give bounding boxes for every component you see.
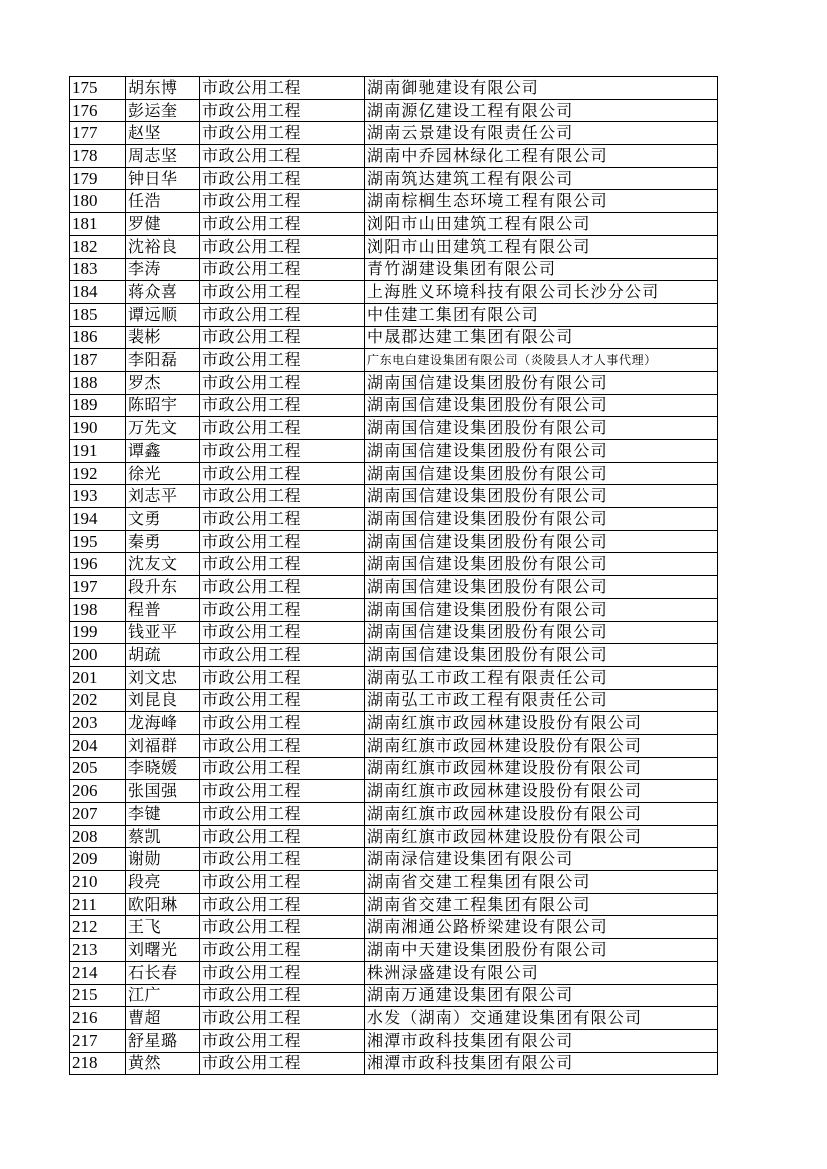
person-name-cell: 钟日华	[126, 167, 200, 190]
company-name-cell: 湖南筑达建筑工程有限公司	[365, 167, 718, 190]
company-name-cell: 湖南中天建设集团股份有限公司	[365, 939, 718, 962]
row-number-cell: 175	[70, 77, 126, 100]
specialty-cell: 市政公用工程	[200, 871, 365, 894]
company-name-cell: 中晟郡达建工集团有限公司	[365, 326, 718, 349]
company-name-cell: 浏阳市山田建筑工程有限公司	[365, 235, 718, 258]
specialty-cell: 市政公用工程	[200, 417, 365, 440]
table-row	[70, 213, 718, 236]
table-row	[70, 1052, 718, 1075]
company-name-cell: 湖南国信建设集团股份有限公司	[365, 553, 718, 576]
row-number-cell: 195	[70, 530, 126, 553]
specialty-cell: 市政公用工程	[200, 77, 365, 100]
person-name-cell: 刘福群	[126, 734, 200, 757]
company-name-cell: 湖南红旗市政园林建设股份有限公司	[365, 757, 718, 780]
company-name-cell: 株洲渌盛建设有限公司	[365, 961, 718, 984]
table-row	[70, 712, 718, 735]
row-number-cell: 191	[70, 440, 126, 463]
specialty-cell: 市政公用工程	[200, 167, 365, 190]
row-number-cell: 182	[70, 235, 126, 258]
row-number-cell: 178	[70, 145, 126, 168]
person-name-cell: 万先文	[126, 417, 200, 440]
specialty-cell: 市政公用工程	[200, 598, 365, 621]
specialty-cell: 市政公用工程	[200, 326, 365, 349]
table-row	[70, 621, 718, 644]
company-name-cell: 上海胜义环境科技有限公司长沙分公司	[365, 281, 718, 304]
specialty-cell: 市政公用工程	[200, 916, 365, 939]
table-row	[70, 848, 718, 871]
specialty-cell: 市政公用工程	[200, 303, 365, 326]
row-number-cell: 206	[70, 780, 126, 803]
person-name-cell: 蒋众喜	[126, 281, 200, 304]
specialty-cell: 市政公用工程	[200, 462, 365, 485]
roster-body	[70, 77, 718, 1075]
table-row	[70, 689, 718, 712]
specialty-cell: 市政公用工程	[200, 576, 365, 599]
row-number-cell: 202	[70, 689, 126, 712]
company-name-cell: 湖南红旗市政园林建设股份有限公司	[365, 780, 718, 803]
row-number-cell: 177	[70, 122, 126, 145]
table-row	[70, 77, 718, 100]
company-name-cell: 湖南省交建工程集团有限公司	[365, 893, 718, 916]
specialty-cell: 市政公用工程	[200, 780, 365, 803]
company-name-cell: 湖南国信建设集团股份有限公司	[365, 576, 718, 599]
table-row	[70, 349, 718, 372]
table-row	[70, 371, 718, 394]
company-name-cell: 湖南红旗市政园林建设股份有限公司	[365, 803, 718, 826]
company-name-cell: 湖南云景建设有限责任公司	[365, 122, 718, 145]
company-name-cell: 湖南万通建设集团有限公司	[365, 984, 718, 1007]
specialty-cell: 市政公用工程	[200, 825, 365, 848]
table-row	[70, 394, 718, 417]
specialty-cell: 市政公用工程	[200, 371, 365, 394]
table-row	[70, 145, 718, 168]
company-name-cell: 湖南国信建设集团股份有限公司	[365, 394, 718, 417]
person-name-cell: 江广	[126, 984, 200, 1007]
table-row	[70, 1029, 718, 1052]
table-row	[70, 99, 718, 122]
specialty-cell: 市政公用工程	[200, 757, 365, 780]
row-number-cell: 207	[70, 803, 126, 826]
person-name-cell: 陈昭宇	[126, 394, 200, 417]
table-row	[70, 961, 718, 984]
row-number-cell: 189	[70, 394, 126, 417]
person-name-cell: 胡东博	[126, 77, 200, 100]
row-number-cell: 208	[70, 825, 126, 848]
person-name-cell: 罗健	[126, 213, 200, 236]
specialty-cell: 市政公用工程	[200, 734, 365, 757]
table-row	[70, 122, 718, 145]
specialty-cell: 市政公用工程	[200, 281, 365, 304]
row-number-cell: 204	[70, 734, 126, 757]
specialty-cell: 市政公用工程	[200, 1052, 365, 1075]
row-number-cell: 197	[70, 576, 126, 599]
person-name-cell: 曹超	[126, 1007, 200, 1030]
person-name-cell: 谭鑫	[126, 440, 200, 463]
specialty-cell: 市政公用工程	[200, 666, 365, 689]
specialty-cell: 市政公用工程	[200, 530, 365, 553]
row-number-cell: 218	[70, 1052, 126, 1075]
table-row	[70, 734, 718, 757]
table-row	[70, 553, 718, 576]
specialty-cell: 市政公用工程	[200, 644, 365, 667]
row-number-cell: 181	[70, 213, 126, 236]
person-name-cell: 彭运奎	[126, 99, 200, 122]
table-row	[70, 167, 718, 190]
company-name-cell: 湖南国信建设集团股份有限公司	[365, 621, 718, 644]
company-name-cell: 湖南御驰建设有限公司	[365, 77, 718, 100]
company-name-cell: 湖南国信建设集团股份有限公司	[365, 440, 718, 463]
person-name-cell: 李晓媛	[126, 757, 200, 780]
person-name-cell: 胡疏	[126, 644, 200, 667]
person-name-cell: 周志坚	[126, 145, 200, 168]
specialty-cell: 市政公用工程	[200, 440, 365, 463]
row-number-cell: 192	[70, 462, 126, 485]
person-name-cell: 刘文忠	[126, 666, 200, 689]
row-number-cell: 187	[70, 349, 126, 372]
person-name-cell: 赵坚	[126, 122, 200, 145]
specialty-cell: 市政公用工程	[200, 485, 365, 508]
company-name-cell: 湖南国信建设集团股份有限公司	[365, 417, 718, 440]
person-name-cell: 李阳磊	[126, 349, 200, 372]
row-number-cell: 194	[70, 508, 126, 531]
company-name-cell: 湖南国信建设集团股份有限公司	[365, 371, 718, 394]
table-row	[70, 598, 718, 621]
row-number-cell: 179	[70, 167, 126, 190]
table-row	[70, 757, 718, 780]
row-number-cell: 217	[70, 1029, 126, 1052]
table-row	[70, 235, 718, 258]
table-row	[70, 780, 718, 803]
row-number-cell: 209	[70, 848, 126, 871]
person-name-cell: 沈友文	[126, 553, 200, 576]
company-name-cell: 湖南湘通公路桥梁建设有限公司	[365, 916, 718, 939]
row-number-cell: 190	[70, 417, 126, 440]
person-name-cell: 沈裕良	[126, 235, 200, 258]
row-number-cell: 214	[70, 961, 126, 984]
specialty-cell: 市政公用工程	[200, 1029, 365, 1052]
person-name-cell: 谭远顺	[126, 303, 200, 326]
specialty-cell: 市政公用工程	[200, 235, 365, 258]
company-name-cell: 湖南红旗市政园林建设股份有限公司	[365, 734, 718, 757]
specialty-cell: 市政公用工程	[200, 803, 365, 826]
row-number-cell: 185	[70, 303, 126, 326]
company-name-cell: 青竹湖建设集团有限公司	[365, 258, 718, 281]
row-number-cell: 210	[70, 871, 126, 894]
person-name-cell: 段升东	[126, 576, 200, 599]
company-name-cell: 广东电白建设集团有限公司（炎陵县人才人事代理）	[365, 349, 718, 372]
company-name-cell: 湖南国信建设集团股份有限公司	[365, 462, 718, 485]
row-number-cell: 196	[70, 553, 126, 576]
specialty-cell: 市政公用工程	[200, 553, 365, 576]
row-number-cell: 201	[70, 666, 126, 689]
specialty-cell: 市政公用工程	[200, 190, 365, 213]
company-name-cell: 湖南国信建设集团股份有限公司	[365, 508, 718, 531]
table-row	[70, 576, 718, 599]
specialty-cell: 市政公用工程	[200, 258, 365, 281]
company-name-cell: 湘潭市政科技集团有限公司	[365, 1052, 718, 1075]
specialty-cell: 市政公用工程	[200, 621, 365, 644]
specialty-cell: 市政公用工程	[200, 689, 365, 712]
row-number-cell: 205	[70, 757, 126, 780]
table-row	[70, 916, 718, 939]
specialty-cell: 市政公用工程	[200, 712, 365, 735]
person-name-cell: 刘昆良	[126, 689, 200, 712]
company-name-cell: 湖南源亿建设工程有限公司	[365, 99, 718, 122]
row-number-cell: 198	[70, 598, 126, 621]
table-row	[70, 803, 718, 826]
person-name-cell: 龙海峰	[126, 712, 200, 735]
specialty-cell: 市政公用工程	[200, 349, 365, 372]
company-name-cell: 湖南国信建设集团股份有限公司	[365, 530, 718, 553]
person-name-cell: 钱亚平	[126, 621, 200, 644]
person-name-cell: 段亮	[126, 871, 200, 894]
company-name-cell: 湖南棕榈生态环境工程有限公司	[365, 190, 718, 213]
specialty-cell: 市政公用工程	[200, 1007, 365, 1030]
row-number-cell: 203	[70, 712, 126, 735]
row-number-cell: 215	[70, 984, 126, 1007]
table-row	[70, 871, 718, 894]
table-row	[70, 190, 718, 213]
table-row	[70, 825, 718, 848]
row-number-cell: 186	[70, 326, 126, 349]
specialty-cell: 市政公用工程	[200, 122, 365, 145]
person-name-cell: 秦勇	[126, 530, 200, 553]
specialty-cell: 市政公用工程	[200, 99, 365, 122]
person-name-cell: 张国强	[126, 780, 200, 803]
specialty-cell: 市政公用工程	[200, 145, 365, 168]
table-row	[70, 1007, 718, 1030]
specialty-cell: 市政公用工程	[200, 213, 365, 236]
table-row	[70, 417, 718, 440]
table-row	[70, 984, 718, 1007]
company-name-cell: 湖南省交建工程集团有限公司	[365, 871, 718, 894]
person-name-cell: 王飞	[126, 916, 200, 939]
table-row	[70, 462, 718, 485]
company-name-cell: 湖南国信建设集团股份有限公司	[365, 644, 718, 667]
company-name-cell: 水发（湖南）交通建设集团有限公司	[365, 1007, 718, 1030]
specialty-cell: 市政公用工程	[200, 939, 365, 962]
table-row	[70, 939, 718, 962]
person-name-cell: 谢勋	[126, 848, 200, 871]
person-name-cell: 李涛	[126, 258, 200, 281]
row-number-cell: 184	[70, 281, 126, 304]
company-name-cell: 湖南弘工市政工程有限责任公司	[365, 666, 718, 689]
person-name-cell: 裴彬	[126, 326, 200, 349]
row-number-cell: 212	[70, 916, 126, 939]
company-name-cell: 湘潭市政科技集团有限公司	[365, 1029, 718, 1052]
row-number-cell: 180	[70, 190, 126, 213]
company-name-cell: 湖南弘工市政工程有限责任公司	[365, 689, 718, 712]
company-name-cell: 湖南红旗市政园林建设股份有限公司	[365, 825, 718, 848]
table-row	[70, 303, 718, 326]
table-row	[70, 485, 718, 508]
company-name-cell: 湖南国信建设集团股份有限公司	[365, 598, 718, 621]
specialty-cell: 市政公用工程	[200, 848, 365, 871]
person-name-cell: 蔡凯	[126, 825, 200, 848]
company-name-cell: 中佳建工集团有限公司	[365, 303, 718, 326]
row-number-cell: 199	[70, 621, 126, 644]
row-number-cell: 193	[70, 485, 126, 508]
table-row	[70, 666, 718, 689]
specialty-cell: 市政公用工程	[200, 961, 365, 984]
table-row	[70, 258, 718, 281]
person-name-cell: 徐光	[126, 462, 200, 485]
person-name-cell: 李键	[126, 803, 200, 826]
specialty-cell: 市政公用工程	[200, 893, 365, 916]
person-name-cell: 程普	[126, 598, 200, 621]
row-number-cell: 200	[70, 644, 126, 667]
table-row	[70, 530, 718, 553]
row-number-cell: 188	[70, 371, 126, 394]
specialty-cell: 市政公用工程	[200, 984, 365, 1007]
person-name-cell: 刘志平	[126, 485, 200, 508]
specialty-cell: 市政公用工程	[200, 508, 365, 531]
table-row	[70, 440, 718, 463]
company-name-cell: 浏阳市山田建筑工程有限公司	[365, 213, 718, 236]
person-name-cell: 欧阳琳	[126, 893, 200, 916]
person-name-cell: 舒星璐	[126, 1029, 200, 1052]
roster-table	[69, 76, 718, 1075]
row-number-cell: 216	[70, 1007, 126, 1030]
row-number-cell: 211	[70, 893, 126, 916]
table-row	[70, 281, 718, 304]
table-row	[70, 893, 718, 916]
person-name-cell: 石长春	[126, 961, 200, 984]
company-name-cell: 湖南渌信建设集团有限公司	[365, 848, 718, 871]
person-name-cell: 黄然	[126, 1052, 200, 1075]
row-number-cell: 213	[70, 939, 126, 962]
company-name-cell: 湖南红旗市政园林建设股份有限公司	[365, 712, 718, 735]
company-name-cell: 湖南中乔园林绿化工程有限公司	[365, 145, 718, 168]
person-name-cell: 文勇	[126, 508, 200, 531]
table-row	[70, 644, 718, 667]
person-name-cell: 任浩	[126, 190, 200, 213]
table-row	[70, 326, 718, 349]
specialty-cell: 市政公用工程	[200, 394, 365, 417]
row-number-cell: 183	[70, 258, 126, 281]
person-name-cell: 罗杰	[126, 371, 200, 394]
person-name-cell: 刘曙光	[126, 939, 200, 962]
row-number-cell: 176	[70, 99, 126, 122]
company-name-cell: 湖南国信建设集团股份有限公司	[365, 485, 718, 508]
table-row	[70, 508, 718, 531]
